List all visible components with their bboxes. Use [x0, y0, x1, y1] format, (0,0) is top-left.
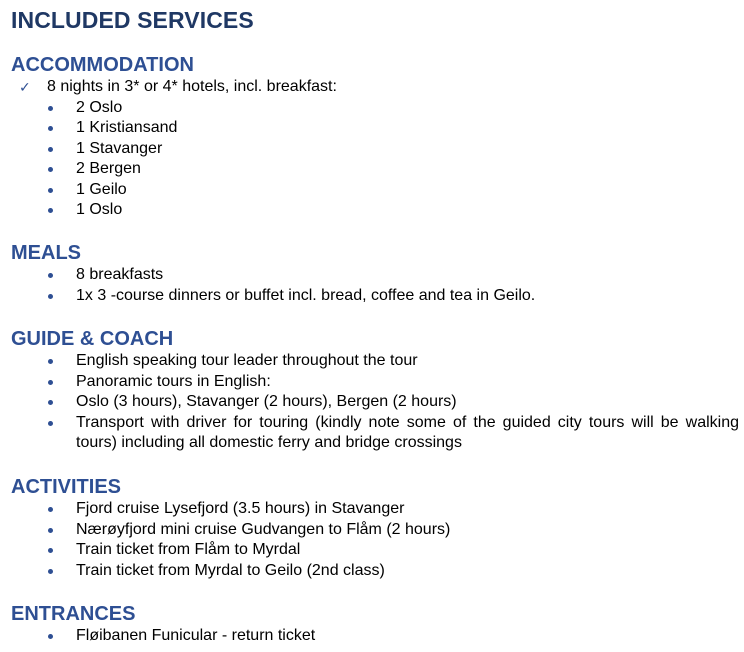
list-item	[11, 139, 739, 160]
list-item-text: Panoramic tours in English:	[76, 372, 271, 390]
accommodation-heading: ACCOMMODATION	[11, 54, 194, 76]
bullet-icon	[48, 188, 53, 193]
bullet-icon	[48, 634, 53, 639]
list-item-text: 1 Stavanger	[76, 139, 163, 157]
list-item	[11, 265, 739, 286]
bullet-icon	[48, 167, 53, 172]
bullet-icon	[48, 400, 53, 405]
list-item	[11, 351, 739, 372]
list-item	[11, 392, 739, 413]
bullet-icon	[48, 147, 53, 152]
list-item	[11, 520, 739, 541]
list-item	[11, 118, 739, 139]
activities-heading: ACTIVITIES	[11, 476, 122, 498]
accommodation-check-text: 8 nights in 3* or 4* hotels, incl. breakfast:	[47, 78, 337, 95]
guide-coach-heading: GUIDE & COACH	[11, 328, 174, 350]
list-item-text: 2 Bergen	[76, 160, 141, 177]
bullet-icon	[48, 208, 53, 213]
bullet-icon	[48, 359, 53, 364]
list-item-text: 1x 3 -course dinners or buffet incl. bread, coffee and tea in Geilo.	[76, 286, 536, 304]
list-item-text: Train ticket from Flåm to Myrdal	[76, 541, 301, 558]
list-item	[11, 413, 739, 454]
bullet-icon	[48, 294, 53, 299]
list-item-text: Oslo (3 hours), Stavanger (2 hours), Bergen (2 hours)	[76, 393, 457, 410]
bullet-icon	[48, 380, 53, 385]
bullet-icon	[48, 421, 53, 426]
list-item	[11, 626, 739, 647]
accommodation-list	[11, 77, 739, 221]
accommodation-check-item	[11, 77, 739, 98]
meals-heading: MEALS	[11, 242, 81, 264]
entrances-list	[11, 626, 739, 647]
list-item-text: English speaking tour leader throughout the tour	[76, 352, 418, 369]
bullet-icon	[48, 106, 53, 111]
bullet-icon	[48, 126, 53, 131]
list-item-text: 1 Oslo	[76, 201, 123, 218]
bullet-icon	[48, 569, 53, 574]
bullet-icon	[48, 273, 53, 278]
meals-list	[11, 265, 739, 306]
bullet-icon	[48, 528, 53, 533]
guide-coach-section	[11, 327, 739, 454]
list-item-text: Fløibanen Funicular - return ticket	[76, 627, 316, 644]
list-item	[11, 499, 739, 520]
list-item-text: Train ticket from Myrdal to Geilo (2nd class)	[76, 561, 385, 579]
meals-section	[11, 241, 739, 306]
check-icon: ✓	[19, 79, 31, 95]
list-item	[11, 159, 739, 180]
bullet-icon	[48, 507, 53, 512]
list-item	[11, 200, 739, 221]
entrances-section	[11, 602, 739, 647]
bullet-icon	[48, 548, 53, 553]
list-item-text: Nærøyfjord mini cruise Gudvangen to Flåm (2 hours)	[76, 520, 451, 538]
list-item-text: 1 Geilo	[76, 180, 127, 198]
list-item-text: 2 Oslo	[76, 98, 123, 116]
document-page	[11, 0, 739, 644]
list-item	[11, 286, 739, 307]
activities-list	[11, 499, 739, 581]
list-item	[11, 180, 739, 201]
page-title: INCLUDED SERVICES	[11, 7, 254, 33]
guide-coach-list	[11, 351, 739, 454]
list-item-text: Fjord cruise Lysefjord (3.5 hours) in Stavanger	[76, 500, 405, 517]
entrances-heading: ENTRANCES	[11, 603, 136, 625]
list-item-text: 8 breakfasts	[76, 266, 164, 283]
activities-section	[11, 475, 739, 581]
list-item-text: Transport with driver for touring (kindly note some of the guided city tours will be walking tours) including all domestic ferry and bridge crossings	[76, 413, 739, 451]
list-item	[11, 372, 739, 393]
list-item	[11, 561, 739, 582]
accommodation-section	[11, 53, 739, 221]
list-item	[11, 540, 739, 561]
list-item	[11, 98, 739, 119]
list-item-text: 1 Kristiansand	[76, 119, 178, 136]
